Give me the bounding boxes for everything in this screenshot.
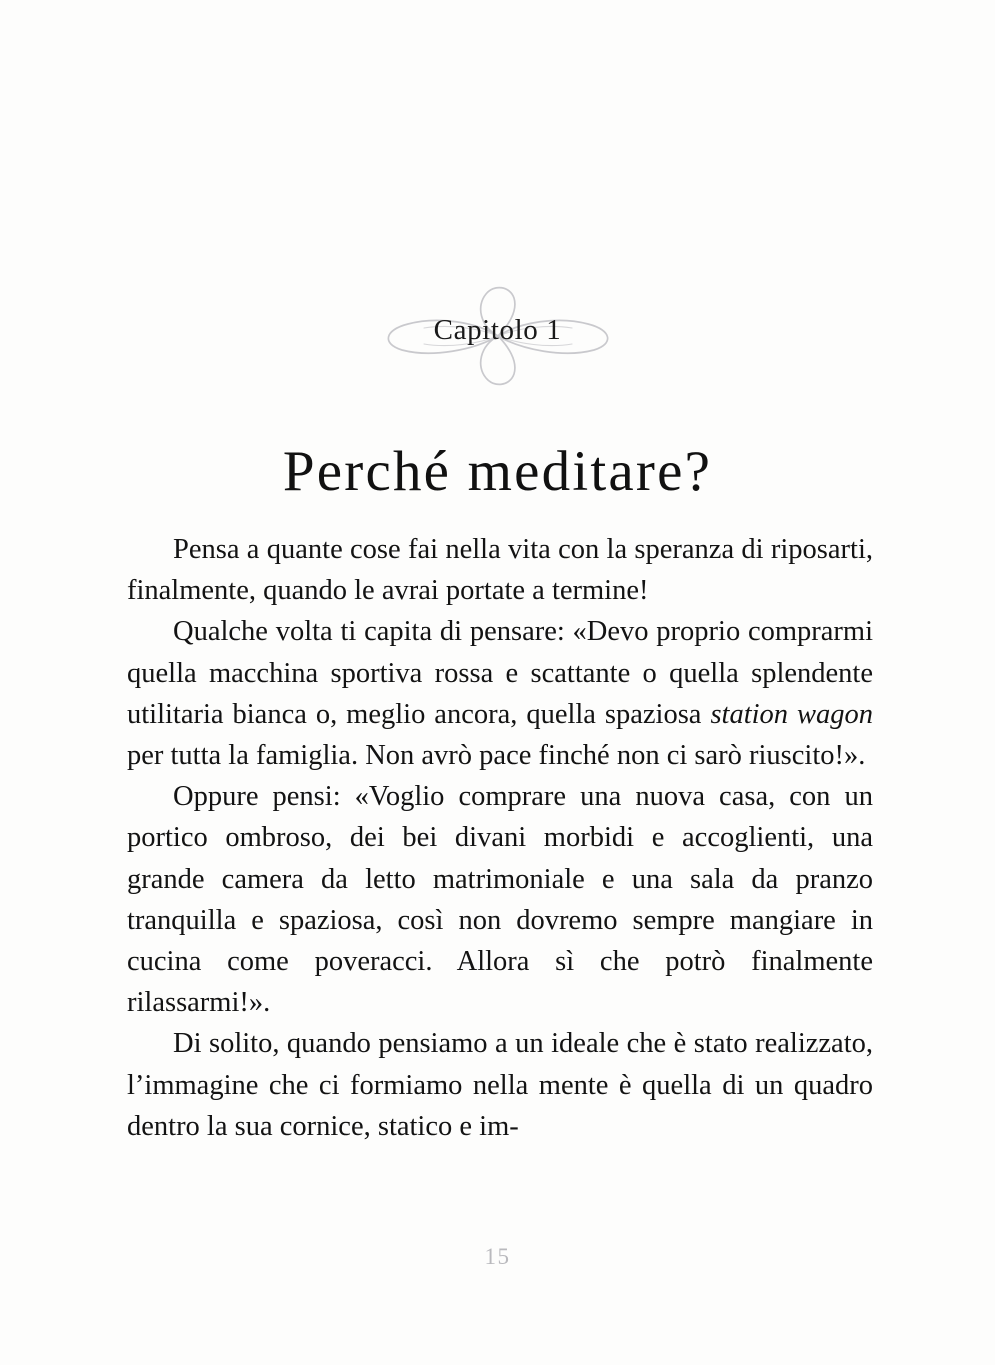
page-number: 15 <box>484 1244 511 1269</box>
chapter-heading-group <box>0 282 995 390</box>
chapter-title: Perché meditare? <box>282 440 713 504</box>
paragraph-3: Oppure pensi: «Voglio comprare una nuova casa, con un portico ombroso, dei bei divani morbidi e accoglienti, una grande camera da letto matrimoniale e una sala da pranzo tranquilla e spaziosa, così non dovremo sempre mangiare in cucina come poveracci. Allora sì che potrò finalmente rilassarmi!». <box>127 781 873 1019</box>
chapter-label: Capitolo 1 <box>433 314 562 346</box>
paragraph-4: Di solito, quando pensiamo a un ideale che è stato realizzato, l’immagine che ci formiamo nella mente è quella di un quadro dentro la sua cornice, statico e im- <box>127 1028 873 1142</box>
paragraph-1: Pensa a quante cose fai nella vita con la speranza di riposarti, finalmente, quando le avrai portate a termine! <box>127 534 873 607</box>
paragraph-2 <box>127 611 873 776</box>
body-text-block <box>127 529 873 1147</box>
paragraph-2-tail: per tutta la famiglia. Non avrò pace finché non ci sarò riuscito!». <box>127 740 866 772</box>
paragraph-2-lead: Qualche volta ti capita di pensare: «Devo proprio comprarmi quella macchina sportiva rossa e scattante o quella splendente utilitaria bianca o, meglio ancora, quella spaziosa <box>127 616 873 730</box>
paragraph-2-italic-term: station wagon <box>710 698 874 730</box>
